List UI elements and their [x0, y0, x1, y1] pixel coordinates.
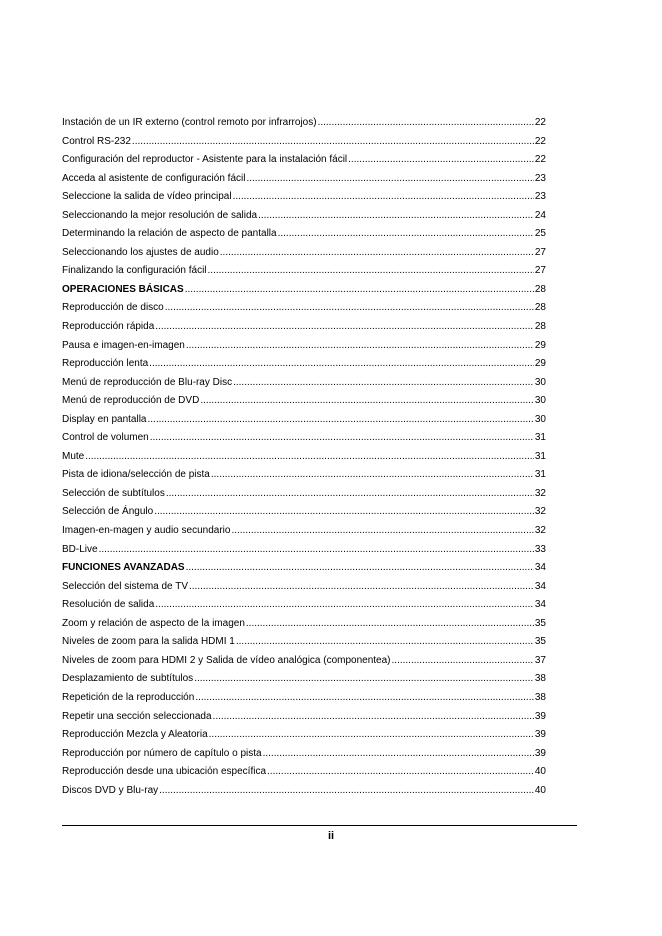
toc-list	[62, 114, 546, 800]
toc-entry[interactable]	[62, 689, 546, 708]
toc-entry-title: Selección del sistema de TV	[62, 580, 188, 592]
toc-entry-title: Seleccionando la mejor resolución de salida	[62, 209, 258, 221]
toc-entry-page-number: 32	[534, 506, 546, 518]
toc-entry-title: Desplazamiento de subtítulos	[62, 673, 194, 685]
toc-entry-page-number: 39	[534, 729, 546, 741]
toc-dot-leader	[246, 615, 534, 634]
toc-entry-page-number: 34	[534, 599, 546, 611]
toc-entry-page-number: 22	[534, 154, 546, 166]
toc-entry-page-number: 37	[534, 654, 546, 666]
toc-section-heading[interactable]	[62, 559, 546, 578]
toc-entry[interactable]	[62, 151, 546, 170]
toc-entry[interactable]	[62, 411, 546, 430]
toc-dot-leader	[348, 151, 534, 170]
toc-dot-leader	[220, 244, 534, 263]
toc-entry-title: Selección de Ángulo	[62, 506, 154, 518]
toc-entry[interactable]	[62, 466, 546, 485]
toc-dot-leader	[155, 596, 534, 615]
toc-dot-leader	[258, 207, 534, 226]
toc-dot-leader	[211, 466, 534, 485]
toc-section-heading[interactable]	[62, 281, 546, 300]
toc-entry[interactable]	[62, 133, 546, 152]
toc-entry-title: Niveles de zoom para HDMI 2 y Salida de vídeo analógica (componentea)	[62, 654, 391, 666]
toc-dot-leader	[263, 745, 534, 764]
toc-entry-title: Control de volumen	[62, 432, 149, 444]
toc-dot-leader	[318, 114, 534, 133]
toc-entry[interactable]	[62, 337, 546, 356]
toc-dot-leader	[99, 541, 534, 560]
toc-entry-title: Selección de subtítulos	[62, 487, 165, 499]
toc-entry-title: Resolución de salida	[62, 599, 155, 611]
toc-entry-title: Configuración del reproductor - Asistente para la instalación fácil	[62, 154, 348, 166]
toc-entry-title: Finalizando la configuración fácil	[62, 265, 207, 277]
toc-dot-leader	[392, 652, 534, 671]
toc-dot-leader	[208, 262, 534, 281]
toc-entry-title: Discos DVD y Blu-ray	[62, 784, 159, 796]
toc-entry-title: Display en pantalla	[62, 413, 147, 425]
toc-dot-leader	[154, 503, 534, 522]
toc-entry-page-number: 24	[534, 209, 546, 221]
footer-divider	[62, 825, 577, 826]
toc-entry-page-number: 38	[534, 673, 546, 685]
toc-entry-title: Pista de idiona/selección de pista	[62, 469, 210, 481]
toc-entry-page-number: 31	[534, 450, 546, 462]
toc-entry[interactable]	[62, 262, 546, 281]
toc-dot-leader	[209, 726, 534, 745]
toc-entry-title: BD-Live	[62, 543, 98, 555]
toc-entry-page-number: 35	[534, 617, 546, 629]
toc-entry-page-number: 22	[534, 135, 546, 147]
toc-entry[interactable]	[62, 485, 546, 504]
toc-dot-leader	[189, 578, 534, 597]
toc-entry-page-number: 28	[534, 321, 546, 333]
toc-entry-page-number: 39	[534, 710, 546, 722]
toc-entry-page-number: 27	[534, 246, 546, 258]
toc-entry[interactable]	[62, 114, 546, 133]
toc-entry[interactable]	[62, 448, 546, 467]
toc-dot-leader	[149, 355, 534, 374]
toc-entry-title: Reproducción por número de capítulo o pista	[62, 747, 262, 759]
toc-dot-leader	[155, 318, 534, 337]
toc-entry-page-number: 30	[534, 413, 546, 425]
toc-entry-page-number: 39	[534, 747, 546, 759]
toc-entry-page-number: 23	[534, 172, 546, 184]
toc-entry-page-number: 27	[534, 265, 546, 277]
toc-entry-title: Instación de un IR externo (control remoto por infrarrojos)	[62, 117, 317, 128]
toc-entry[interactable]	[62, 670, 546, 689]
toc-entry-page-number: 31	[534, 432, 546, 444]
toc-entry-title: Menú de reproducción de Blu-ray Disc	[62, 376, 233, 388]
page-number: ii	[327, 830, 335, 842]
toc-entry-title: Menú de reproducción de DVD	[62, 395, 200, 407]
toc-entry[interactable]	[62, 225, 546, 244]
toc-dot-leader	[231, 522, 533, 541]
toc-entry-title: Repetir una sección seleccionada	[62, 710, 212, 722]
toc-entry-title: Repetición de la reproducción	[62, 691, 195, 703]
toc-entry-page-number: 30	[534, 395, 546, 407]
toc-entry[interactable]	[62, 318, 546, 337]
toc-entry[interactable]	[62, 541, 546, 560]
toc-entry-page-number: 34	[534, 580, 546, 592]
toc-entry[interactable]	[62, 207, 546, 226]
toc-entry-page-number: 25	[534, 228, 546, 240]
toc-entry-page-number: 40	[534, 766, 546, 778]
toc-entry[interactable]	[62, 633, 546, 652]
toc-entry-title: Control RS-232	[62, 135, 131, 147]
toc-entry-page-number: 30	[534, 376, 546, 388]
toc-entry-title: Reproducción Mezcla y Aleatoria	[62, 729, 208, 741]
toc-dot-leader	[186, 337, 534, 356]
toc-entry-page-number: 28	[534, 302, 546, 314]
toc-entry[interactable]	[62, 170, 546, 189]
toc-entry[interactable]	[62, 596, 546, 615]
toc-dot-leader	[150, 429, 534, 448]
toc-entry[interactable]	[62, 188, 546, 207]
toc-dot-leader	[233, 374, 534, 393]
toc-dot-leader	[194, 670, 534, 689]
toc-dot-leader	[85, 448, 534, 467]
toc-entry[interactable]	[62, 374, 546, 393]
toc-entry-page-number: 35	[534, 636, 546, 648]
toc-entry-title: Imagen-en-magen y audio secundario	[62, 525, 231, 537]
toc-entry-page-number: 32	[534, 525, 546, 537]
toc-dot-leader	[200, 392, 534, 411]
toc-entry-title: Seleccione la salida de vídeo principal	[62, 191, 232, 203]
toc-dot-leader	[165, 299, 534, 318]
toc-dot-leader	[132, 133, 534, 152]
toc-entry-page-number: 40	[534, 784, 546, 796]
toc-entry-title: Determinando la relación de aspecto de pantalla	[62, 228, 277, 240]
toc-dot-leader	[246, 170, 533, 189]
toc-dot-leader	[148, 411, 534, 430]
toc-entry-page-number: 32	[534, 487, 546, 499]
toc-entry[interactable]	[62, 782, 546, 801]
toc-dot-leader	[236, 633, 534, 652]
toc-entry[interactable]	[62, 578, 546, 597]
toc-entry-page-number: 28	[534, 283, 546, 295]
toc-entry-page-number: 23	[534, 191, 546, 203]
toc-dot-leader	[195, 689, 534, 708]
toc-entry-title: OPERACIONES BÁSICAS	[62, 283, 184, 295]
toc-entry-title: Reproducción de disco	[62, 302, 164, 314]
toc-entry-page-number: 29	[534, 339, 546, 351]
toc-entry[interactable]	[62, 299, 546, 318]
toc-dot-leader	[166, 485, 534, 504]
toc-entry[interactable]	[62, 726, 546, 745]
toc-entry-title: Reproducción rápida	[62, 321, 155, 333]
toc-entry[interactable]	[62, 708, 546, 727]
toc-entry-title: Niveles de zoom para la salida HDMI 1	[62, 636, 235, 648]
toc-dot-leader	[213, 708, 534, 727]
toc-entry[interactable]	[62, 522, 546, 541]
toc-entry[interactable]	[62, 503, 546, 522]
toc-entry[interactable]	[62, 355, 546, 374]
toc-entry-page-number: 31	[534, 469, 546, 481]
toc-dot-leader	[185, 281, 534, 300]
toc-entry[interactable]	[62, 615, 546, 634]
toc-dot-leader	[159, 782, 534, 801]
toc-entry-title: Acceda al asistente de configuración fácil	[62, 172, 246, 184]
toc-entry-title: Reproducción lenta	[62, 358, 149, 370]
toc-entry-page-number: 29	[534, 358, 546, 370]
toc-dot-leader	[267, 763, 534, 782]
toc-dot-leader	[186, 559, 534, 578]
toc-entry-title: Mute	[62, 450, 85, 462]
toc-entry-page-number: 38	[534, 691, 546, 703]
toc-dot-leader	[278, 225, 534, 244]
toc-entry-title: Zoom y relación de aspecto de la imagen	[62, 617, 245, 629]
toc-dot-leader	[233, 188, 534, 207]
toc-entry[interactable]	[62, 244, 546, 263]
toc-entry[interactable]	[62, 392, 546, 411]
toc-entry[interactable]	[62, 429, 546, 448]
toc-entry-title: Pausa e imagen-en-imagen	[62, 339, 185, 351]
toc-entry-page-number: 33	[534, 543, 546, 555]
toc-entry-page-number: 22	[534, 117, 546, 128]
toc-entry[interactable]	[62, 745, 546, 764]
toc-entry[interactable]	[62, 652, 546, 671]
table-of-contents	[62, 114, 546, 800]
toc-entry-title: Reproducción desde una ubicación específica	[62, 766, 267, 778]
toc-entry-page-number: 34	[534, 562, 546, 574]
toc-entry[interactable]	[62, 763, 546, 782]
toc-entry-title: FUNCIONES AVANZADAS	[62, 562, 185, 574]
toc-entry-title: Seleccionando los ajustes de audio	[62, 246, 219, 258]
